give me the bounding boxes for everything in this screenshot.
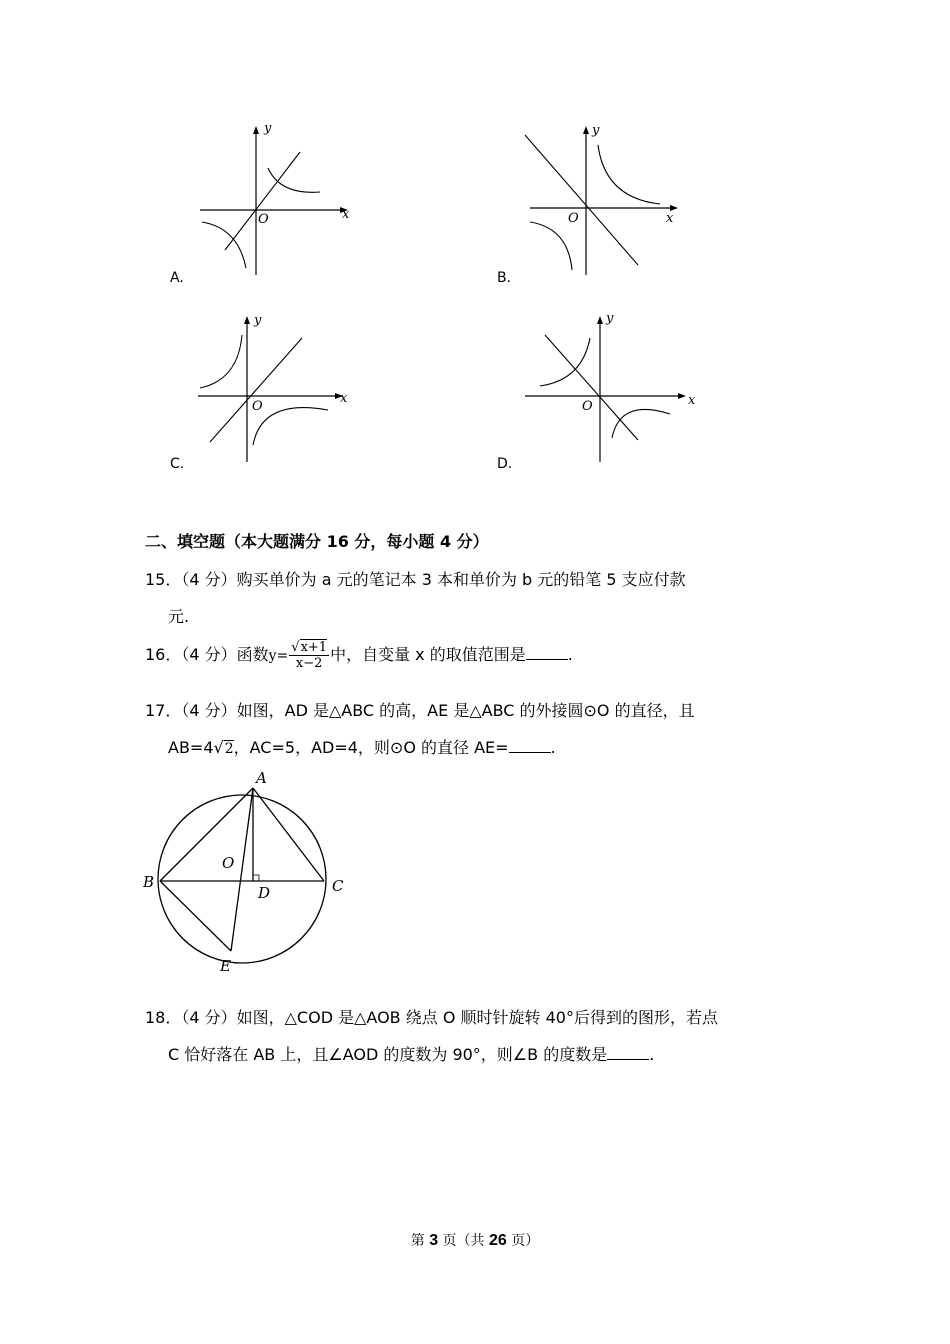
option-d-label: D. <box>497 456 513 472</box>
graph-option-d <box>520 310 700 470</box>
footer-middle: 页（共 <box>442 1233 485 1249</box>
option-b-label: B. <box>497 270 512 286</box>
point-d-label: D <box>258 884 271 902</box>
footer-prefix: 第 <box>410 1233 425 1249</box>
circle-figure <box>138 765 358 980</box>
origin-label: O <box>568 211 579 226</box>
numerator: x+1 <box>300 640 328 655</box>
point-o-label: O <box>222 854 235 872</box>
page-footer <box>0 1230 950 1250</box>
point-e-label: E <box>220 957 231 975</box>
ab-prefix: AB=4 <box>168 738 214 757</box>
y-axis-label: y <box>592 123 600 138</box>
question-17-line2 <box>168 735 556 758</box>
origin-label: O <box>582 399 593 414</box>
question-16 <box>145 640 573 671</box>
x-axis-label: x <box>340 391 348 406</box>
question-17-end: . <box>550 738 556 757</box>
graph-option-b <box>520 120 690 280</box>
answer-blank <box>509 738 551 753</box>
question-18-end: . <box>649 1045 655 1064</box>
option-c-label: C. <box>170 456 185 472</box>
function-fraction <box>289 640 329 671</box>
sqrt-sign: √ <box>213 738 224 757</box>
question-17-rest: ，AC=5，AD=4，则⊙O 的直径 AE= <box>233 738 509 757</box>
radicand: 2 <box>224 741 234 757</box>
question-15-line2: 元. <box>168 607 190 626</box>
x-axis-label: x <box>342 207 350 222</box>
y-axis-label: y <box>606 311 614 326</box>
total-pages: 26 <box>489 1232 507 1249</box>
point-a-label: A <box>256 769 267 787</box>
question-16-end: . <box>567 645 573 664</box>
graph-option-c <box>190 310 360 470</box>
option-a-label: A. <box>170 270 184 286</box>
x-axis-label: x <box>688 393 696 408</box>
question-18-line1: 18．（4 分）如图，△COD 是△AOB 绕点 O 顺时针旋转 40°后得到的图形，若点 <box>145 1008 718 1027</box>
question-16-prefix: 16．（4 分）函数 <box>145 645 269 664</box>
section-title: 二、填空题（本大题满分 16 分，每小题 4 分） <box>145 532 489 551</box>
answer-blank <box>607 1045 649 1060</box>
page-number: 3 <box>429 1232 439 1249</box>
function-y-eq: y= <box>268 648 289 664</box>
point-b-label: B <box>143 873 155 891</box>
graph-option-a <box>190 120 360 280</box>
question-18-text: C 恰好落在 AB 上，且∠AOD 的度数为 90°，则∠B 的度数是 <box>168 1045 608 1064</box>
y-axis-label: y <box>254 313 262 328</box>
y-axis-label: y <box>264 121 272 136</box>
question-18-line2 <box>168 1042 654 1065</box>
footer-suffix: 页） <box>511 1233 540 1249</box>
sqrt-sign: √ <box>291 640 300 655</box>
question-15-line1: 15．（4 分）购买单价为 a 元的笔记本 3 本和单价为 b 元的铅笔 5 支应付款 <box>145 570 686 589</box>
denominator: x−2 <box>295 656 323 671</box>
question-17-line1: 17．（4 分）如图，AD 是△ABC 的高，AE 是△ABC 的外接圆⊙O 的直径，且 <box>145 701 695 720</box>
x-axis-label: x <box>666 211 674 226</box>
point-c-label: C <box>332 877 344 895</box>
origin-label: O <box>252 399 263 414</box>
question-16-suffix: 中，自变量 x 的取值范围是 <box>330 645 526 664</box>
answer-blank <box>526 645 568 660</box>
origin-label: O <box>258 212 269 227</box>
